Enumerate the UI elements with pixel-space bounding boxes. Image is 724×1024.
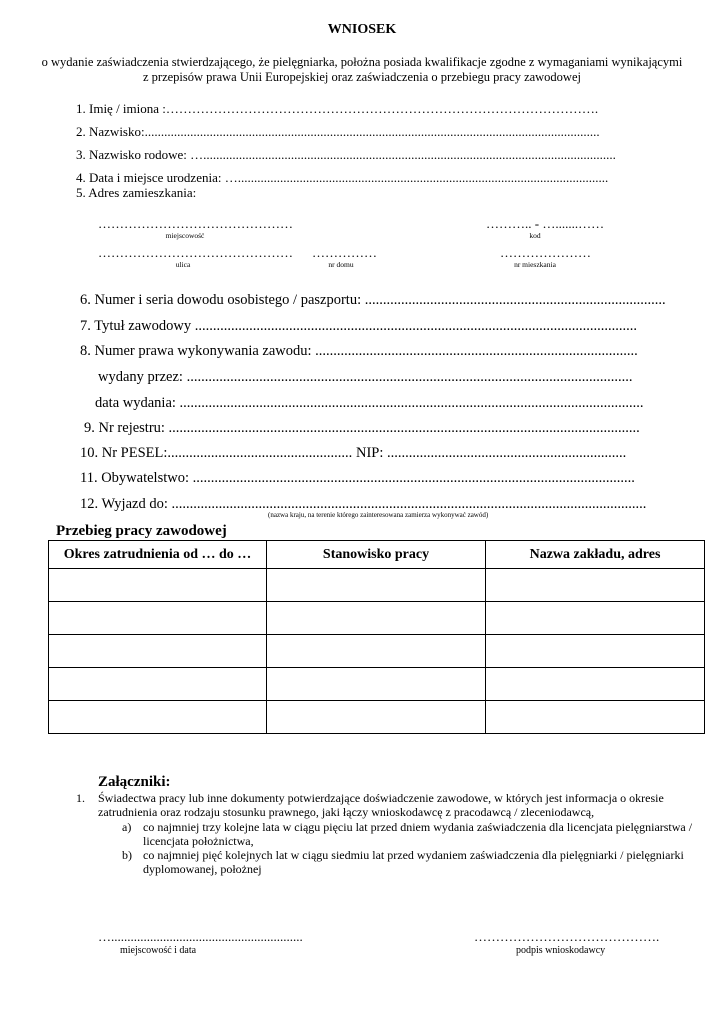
address-city-label: miejscowość (165, 231, 205, 240)
table-row (49, 602, 705, 635)
address-flat-line[interactable]: ………………… (500, 245, 591, 260)
table-cell[interactable] (267, 569, 486, 602)
table-cell[interactable] (486, 635, 705, 668)
address-street-label: ulica (175, 260, 191, 269)
table-row (49, 701, 705, 734)
table-cell[interactable] (486, 602, 705, 635)
work-history-heading: Przebieg pracy zawodowej (56, 523, 227, 539)
field-register-number[interactable]: 9. Nr rejestru: .................................................................................................................................. (84, 420, 640, 436)
table-row (49, 569, 705, 602)
field-maiden-name[interactable]: 3. Nazwisko rodowe: …............................................................................................................................... (76, 147, 616, 162)
field-nip[interactable]: NIP: .................................................................. (356, 445, 627, 461)
field-issue-date[interactable]: data wydania: ................................................................................................................................ (95, 395, 644, 411)
document-title: WNIOSEK (327, 22, 397, 37)
attachment-a-label: a) (122, 820, 132, 834)
table-cell[interactable] (49, 668, 267, 701)
field-professional-title[interactable]: 7. Tytuł zawodowy .......................................................................................................................... (80, 318, 637, 334)
address-postcode-line[interactable]: ……….. - ….......…… (486, 216, 605, 231)
document-subtitle: o wydanie zaświadczenia stwierdzającego, że pielęgniarka, położna posiada kwalifikacje zgodne z wymaganiami wynikającymi z przepisów prawa Unii Europejskiej oraz zaświadczenia o przebiegu pracy zawodowej (41, 55, 683, 84)
table-cell[interactable] (267, 701, 486, 734)
table-cell[interactable] (49, 635, 267, 668)
table-cell[interactable] (486, 569, 705, 602)
field-surname[interactable]: 2. Nazwisko:............................................................................................................................................ (76, 124, 600, 139)
field-license-number[interactable]: 8. Numer prawa wykonywania zawodu: ......................................................................................... (80, 343, 638, 359)
field-pesel[interactable]: 10. Nr PESEL:................................................... (80, 445, 353, 461)
address-flat-label: nr mieszkania (514, 260, 556, 269)
field-id-document[interactable]: 6. Numer i seria dowodu osobistego / paszportu: ................................................................................... (80, 292, 666, 308)
attachment-a-text: co najmniej trzy kolejne lata w ciągu pięciu lat przed dniem wydania zaświadczenia dla licencjata pielęgniarstwa / licencjata położnictwa, (143, 820, 693, 848)
work-history-table (48, 540, 705, 734)
table-cell[interactable] (267, 668, 486, 701)
column-header-employer: Nazwa zakładu, adres (486, 541, 705, 569)
table-cell[interactable] (267, 602, 486, 635)
table-cell[interactable] (486, 701, 705, 734)
field-address-label: 5. Adres zamieszkania: (76, 185, 197, 200)
column-header-position: Stanowisko pracy (267, 541, 486, 569)
attachment-b-label: b) (122, 848, 132, 862)
table-cell[interactable] (486, 668, 705, 701)
destination-country-note: (nazwa kraju, na terenie którego zainteresowana zamierza wykonywać zawód) (268, 511, 489, 519)
table-cell[interactable] (267, 635, 486, 668)
signature-label: podpis wnioskodawcy (516, 945, 606, 956)
table-cell[interactable] (49, 569, 267, 602)
place-date-label: miejscowość i data (120, 945, 197, 956)
attachment-1-number: 1. (76, 791, 85, 805)
attachments-heading: Załączniki: (98, 774, 171, 790)
field-birth-date-place[interactable]: 4. Data i miejsce urodzenia: ….................................................................................................................. (76, 170, 609, 185)
address-city-line[interactable]: ……………………………………… (98, 216, 293, 231)
column-header-employment-period: Okres zatrudnienia od … do … (49, 541, 267, 569)
field-first-names[interactable]: 1. Imię / imiona :………………………………………………………………………………………. (76, 101, 599, 116)
field-destination-country[interactable]: 12. Wyjazd do: ................................................................................................................................... (80, 496, 647, 512)
table-cell[interactable] (49, 602, 267, 635)
place-date-line[interactable]: …........................................................... (98, 929, 303, 944)
attachment-b-text: co najmniej pięć kolejnych lat w ciągu siedmiu lat przed wydaniem zaświadczenia dla pielęgniarki / pielęgniarki dyplomowanej, położnej (143, 848, 684, 876)
table-row (49, 668, 705, 701)
attachment-1-text: Świadectwa pracy lub inne dokumenty potwierdzające doświadczenie zawodowe, w których jest informacja o okresie zatrudnienia oraz rodzaju stosunku prawnego, jaki łączy wnioskodawcę z pracodawcą / zleceniodawcą, (98, 791, 664, 819)
table-cell[interactable] (49, 701, 267, 734)
signature-line[interactable]: ……………………………………. (474, 929, 660, 944)
address-house-label: nr domu (328, 260, 354, 269)
address-house-line[interactable]: …………… (312, 245, 377, 260)
field-issued-by[interactable]: wydany przez: ........................................................................................................................... (98, 369, 633, 385)
table-row (49, 635, 705, 668)
address-postcode-label: kod (529, 231, 541, 240)
table-header-row (49, 541, 705, 569)
field-citizenship[interactable]: 11. Obywatelstwo: .......................................................................................................................... (80, 470, 635, 486)
address-street-line[interactable]: ……………………………………… (98, 245, 293, 260)
